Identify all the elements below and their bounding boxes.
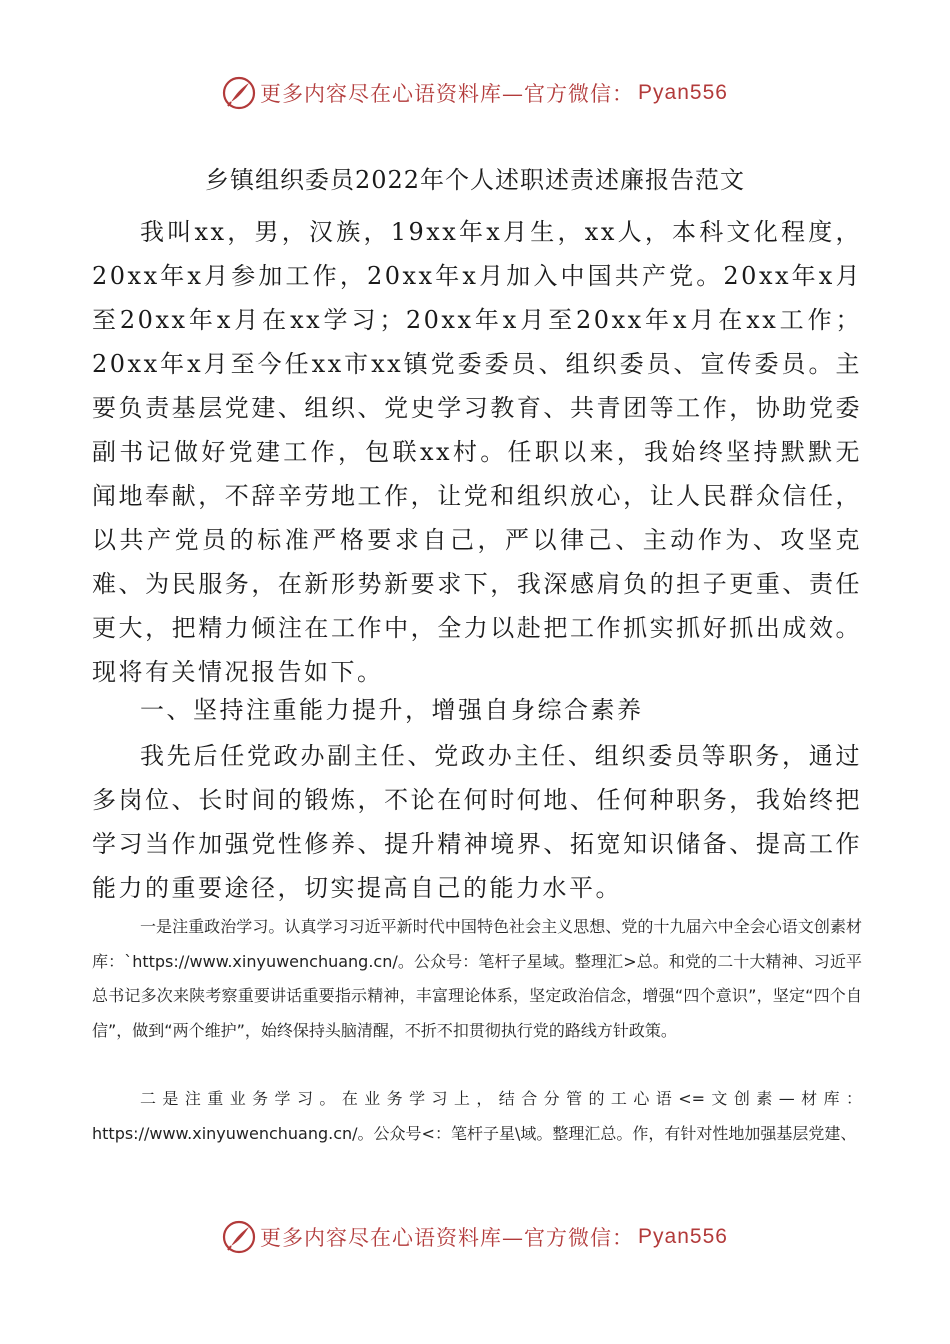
watermark-text: 更多内容尽在心语资料库—官方微信： — [260, 82, 635, 106]
quill-logo-icon — [222, 76, 256, 110]
watermark-header — [0, 73, 950, 113]
watermark-wechat-id: Pyan556 — [638, 81, 728, 104]
intro-paragraph: 我叫xx，男，汉族，19xx年x月生，xx人，本科文化程度，20xx年x月参加工作，20xx年x月加入中国共产党。20xx年x月至20xx年x月在xx学习；20xx年x月至20xx年x月在xx工作；20xx年x月至今任xx市xx镇党委委员、组织委员、宣传委员。主要负责基层党建、组织、党史学习教育、共青团等工作，协助党委副书记做好党建工作，包联xx村。任职以来，我始终坚持默默无闻地奉献，不辞辛劳地工作，让党和组织放心，让人民群众信任，以共产党员的标准严格要求自己，严以律己、主动作为、攻坚克难、为民服务，在新形势新要求下，我深感肩负的担子更重、责任更大，把精力倾注在工作中，全力以赴把工作抓实抓好抓出成效。现将有关情况报告如下。 — [92, 218, 862, 686]
quill-logo-icon — [222, 1220, 256, 1254]
watermark-footer — [0, 1217, 950, 1257]
section1-paragraph-1: 我先后任党政办副主任、党政办主任、组织委员等职务，通过多岗位、长时间的锻炼，不论在何时何地、任何种职务，我始终把学习当作加强党性修养、提升精神境界、拓宽知识储备、提高工作能力的重要途径，切实提高自己的能力水平。 — [92, 742, 862, 902]
section-heading-1: 一、坚持注重能力提升，增强自身综合素养 — [140, 696, 644, 724]
watermark-text: 更多内容尽在心语资料库—官方微信： — [260, 1226, 635, 1250]
document-title: 乡镇组织委员2022年个人述职述责述廉报告范文 — [204, 166, 746, 194]
watermark-wechat-id: Pyan556 — [638, 1225, 728, 1248]
section1-paragraph-2: 一是注重政治学习。认真学习习近平新时代中国特色社会主义思想、党的十九届六中全会心语文创素材库：`https://www.xinyuwenchuang.cn/。公众号：笔杆子星域。整理汇>总。和党的二十大精神、习近平总书记多次来陕考察重要讲话重要指示精神，丰富理论体系，坚定政治信念，增强“四个意识”，坚定“四个自信”，做到“两个维护”，始终保持头脑清醒，不折不扣贯彻执行党的路线方针政策。 — [92, 917, 862, 1040]
section1-paragraph-3: 二是注重业务学习。在业务学习上，结合分管的工心语<=文创素—材库：https://www.xinyuwenchuang.cn/。公众号<：笔杆子星\域。整理汇总。作，有针对性地加强基层党建、 — [92, 1089, 862, 1143]
